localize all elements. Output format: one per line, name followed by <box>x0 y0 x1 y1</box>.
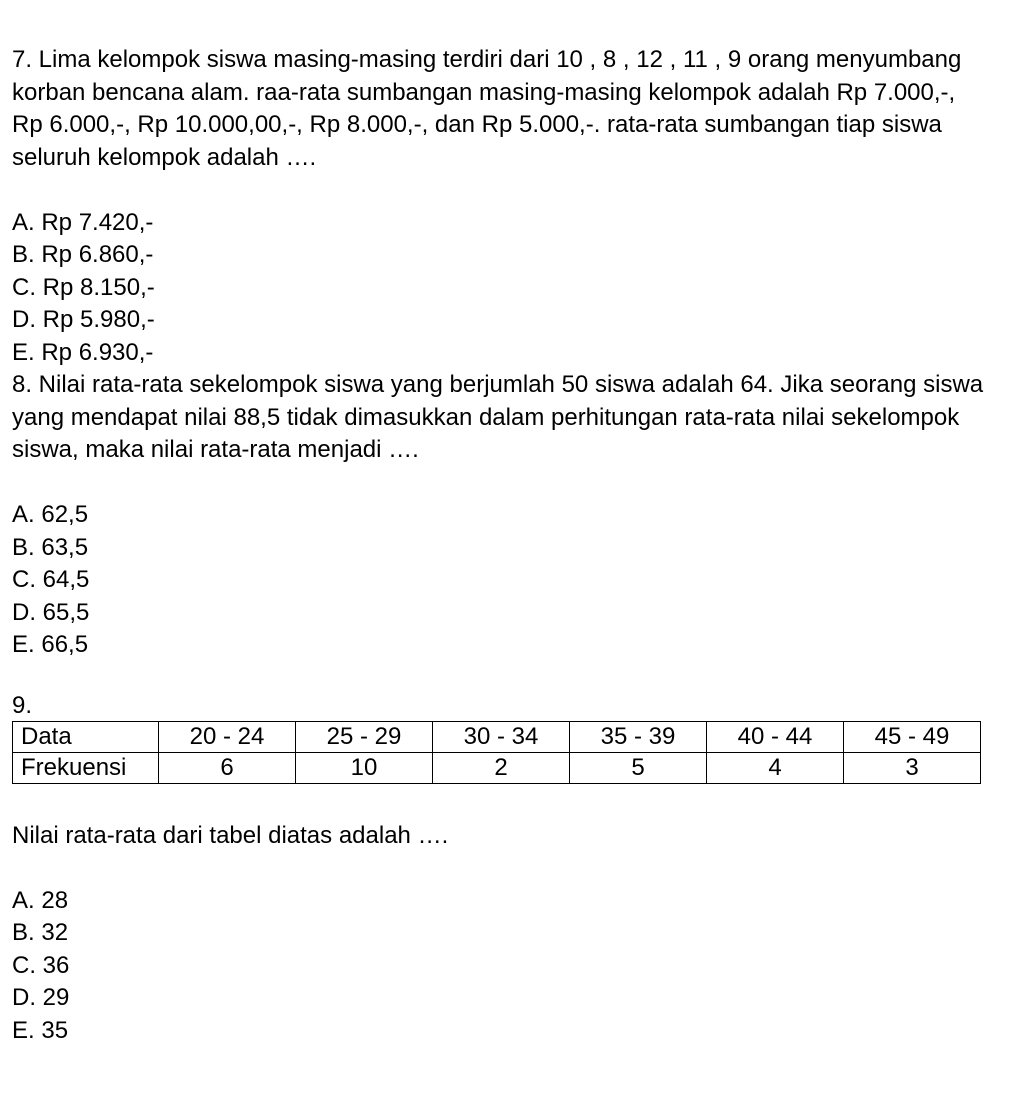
question-9-option-d: D. 29 <box>12 984 70 1011</box>
table-cell-frequency: 6 <box>159 752 296 783</box>
table-cell-interval: 25 - 29 <box>296 721 433 752</box>
table-cell-interval: 35 - 39 <box>570 721 707 752</box>
question-8-option-a: A. 62,5 <box>12 501 89 528</box>
table-cell-interval: 40 - 44 <box>707 721 844 752</box>
spacer <box>12 174 1002 207</box>
table-cell-interval: 45 - 49 <box>844 721 981 752</box>
question-7 <box>12 44 1002 369</box>
table-cell-frequency: 5 <box>570 752 707 783</box>
question-9-number: 9. <box>12 691 33 719</box>
question-9 <box>12 690 1002 1048</box>
table-cell-interval: 20 - 24 <box>159 721 296 752</box>
question-8-option-d: D. 65,5 <box>12 598 90 626</box>
question-7-option-b: B. Rp 6.860,- <box>12 241 154 268</box>
table-cell-frequency: 3 <box>844 752 981 783</box>
table-row-frekuensi <box>13 752 981 783</box>
table-cell-frequency: 2 <box>433 752 570 783</box>
question-8-option-e: E. 66,5 <box>12 631 89 658</box>
spacer <box>12 852 1002 885</box>
spacer <box>12 467 1002 500</box>
worksheet <box>12 44 1002 1047</box>
question-9-option-a: A. 28 <box>12 886 69 914</box>
question-9-text: Nilai rata-rata dari tabel diatas adalah …. <box>12 821 449 849</box>
frequency-table <box>12 721 981 784</box>
table-cell-frequency: 4 <box>707 752 844 783</box>
table-row-data <box>13 721 981 752</box>
question-9-option-b: B. 32 <box>12 919 69 946</box>
table-cell-frequency: 10 <box>296 752 433 783</box>
question-9-option-e: E. 35 <box>12 1016 69 1044</box>
question-7-option-e: E. Rp 6.930,- <box>12 338 154 366</box>
question-7-text: 7. Lima kelompok siswa masing-masing terdiri dari 10 , 8 , 12 , 11 , 9 orang menyumbang korban bencana alam. raa-rata sumbangan masing-masing kelompok adalah Rp 7.000,-, Rp 6.000,-, Rp 10.000,00,-, Rp 8.000,-, dan Rp 5.000,-. rata-rata sumbangan tiap siswa seluruh kelompok adalah …. <box>12 46 962 171</box>
question-9-option-c: C. 36 <box>12 951 70 979</box>
question-7-option-d: D. Rp 5.980,- <box>12 306 155 333</box>
question-8-option-b: B. 63,5 <box>12 533 89 561</box>
question-8 <box>12 369 1002 662</box>
table-row-label-frekuensi: Frekuensi <box>13 752 159 783</box>
table-cell-interval: 30 - 34 <box>433 721 570 752</box>
question-8-option-c: C. 64,5 <box>12 566 90 593</box>
question-8-text: 8. Nilai rata-rata sekelompok siswa yang berjumlah 50 siswa adalah 64. Jika seorang siswa yang mendapat nilai 88,5 tidak dimasukkan dalam perhitungan rata-rata nilai sekelompok siswa, maka nilai rata-rata menjadi …. <box>12 371 984 463</box>
question-7-option-c: C. Rp 8.150,- <box>12 273 155 301</box>
question-7-option-a: A. Rp 7.420,- <box>12 208 154 236</box>
table-row-label-data: Data <box>13 721 159 752</box>
